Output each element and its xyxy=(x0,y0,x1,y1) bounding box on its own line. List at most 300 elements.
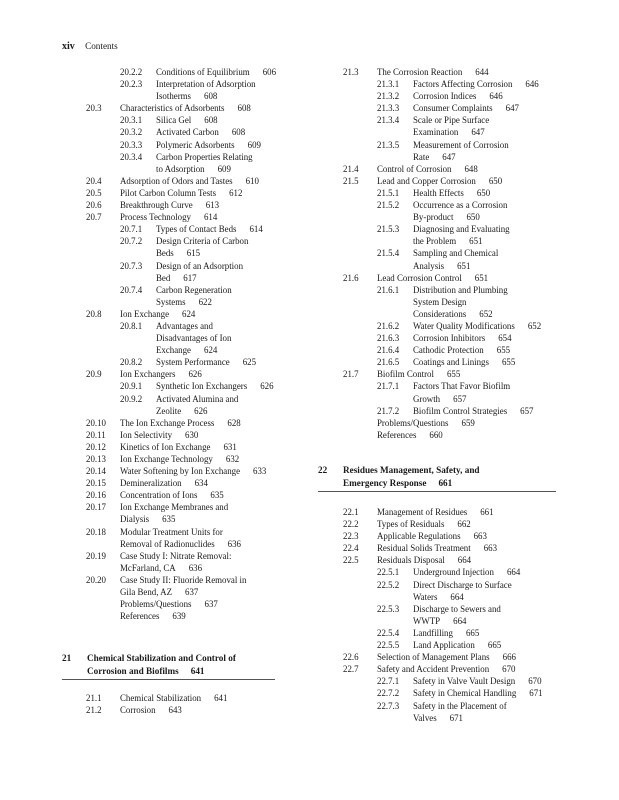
toc-entry[interactable] xyxy=(343,651,583,663)
toc-page-number: 608 xyxy=(237,103,251,114)
toc-page-number: 646 xyxy=(489,91,503,102)
toc-entry[interactable] xyxy=(343,344,583,356)
toc-entry-number: 20.8.1 xyxy=(120,320,143,331)
chapter-21-heading[interactable] xyxy=(62,652,292,677)
toc-entry-number: 20.10 xyxy=(86,417,106,428)
toc-entry[interactable] xyxy=(86,368,336,380)
toc-entry-title: Demineralization 634 xyxy=(120,478,208,489)
toc-entry-number: 21.6.4 xyxy=(377,345,400,356)
toc-page-number: 631 xyxy=(223,441,237,452)
toc-entry-number: 20.16 xyxy=(86,490,106,501)
toc-entry-title: Residuals Disposal 664 xyxy=(377,555,472,566)
toc-entry-title: Lead Corrosion Control 651 xyxy=(377,272,489,283)
toc-page-number: 637 xyxy=(185,587,199,598)
toc-entry-title: Ion Exchange Membranes and xyxy=(120,502,229,513)
toc-page-number: 647 xyxy=(471,127,485,138)
toc-entry-title: System Design xyxy=(413,296,467,307)
toc-entry[interactable] xyxy=(343,139,583,163)
toc-page-number: 657 xyxy=(453,393,467,404)
toc-entry-title: Design Criteria of Carbon xyxy=(156,236,249,247)
toc-entry-number: 20.2.2 xyxy=(120,67,143,77)
toc-entry[interactable] xyxy=(343,530,583,542)
toc-page-number: 609 xyxy=(217,163,231,174)
chapter-title-line: Corrosion and Biofilms 641 xyxy=(87,665,205,676)
toc-page-number: 615 xyxy=(186,248,201,259)
toc-entry[interactable] xyxy=(86,550,336,574)
toc-entry-title: Water Quality Modifications 652 xyxy=(413,320,542,331)
toc-entry[interactable] xyxy=(343,368,583,380)
toc-entry-number: 20.8 xyxy=(86,308,102,319)
toc-entry-title: Isotherms 608 xyxy=(156,91,218,102)
toc-page-number: 664 xyxy=(506,567,521,578)
toc-entry-title: Corrosion 643 xyxy=(120,705,182,716)
toc-entry-number: 20.6 xyxy=(86,200,102,211)
toc-entry-title: Growth 657 xyxy=(413,393,467,404)
toc-page-number: 650 xyxy=(488,175,503,186)
toc-entry-title: Types of Contact Beds 614 xyxy=(156,224,263,235)
toc-page-number: 626 xyxy=(194,405,208,416)
toc-page-number: 644 xyxy=(475,67,489,77)
toc-entry-title: Underground Injection 664 xyxy=(413,567,521,578)
toc-entry-title: McFarland, CA 636 xyxy=(120,562,203,573)
toc-entry-title: Case Study II: Fluoride Removal in xyxy=(120,574,247,585)
toc-entry-title: Factors That Favor Biofilm xyxy=(413,381,511,392)
toc-page-number: 641 xyxy=(214,693,228,703)
toc-entry[interactable] xyxy=(86,704,336,716)
chapter-title-line: Emergency Response 661 xyxy=(343,477,453,488)
toc-entry-title: Management of Residues 661 xyxy=(377,507,494,517)
toc-entry[interactable] xyxy=(343,687,583,699)
toc-entry[interactable] xyxy=(86,598,336,610)
toc-entry-number: 21.7.1 xyxy=(377,381,400,392)
toc-entry[interactable] xyxy=(86,151,336,175)
toc-entry-number: 22.7.1 xyxy=(377,676,400,687)
toc-entry[interactable] xyxy=(343,639,583,651)
toc-entry-number: 22.4 xyxy=(343,543,359,554)
toc-entry-title: Land Application 665 xyxy=(413,640,502,651)
chapter-number: 22 xyxy=(318,465,328,475)
toc-page-number: 612 xyxy=(229,187,243,198)
toc-entry[interactable] xyxy=(343,332,583,344)
toc-entry-title: Valves 671 xyxy=(413,712,463,723)
toc-entry[interactable] xyxy=(343,429,583,441)
toc-entry[interactable] xyxy=(86,284,336,308)
toc-page-number: 652 xyxy=(527,320,542,331)
toc-entry-number: 21.4 xyxy=(343,163,359,174)
toc-entry-number: 21.6 xyxy=(343,272,359,283)
toc-entry-number: 22.5.1 xyxy=(377,567,400,578)
toc-entry[interactable] xyxy=(86,187,336,199)
toc-entry-title: Ion Exchangers 626 xyxy=(120,369,202,380)
toc-entry-title: References 660 xyxy=(377,429,443,440)
toc-entry-title: Concentration of Ions 635 xyxy=(120,490,224,501)
toc-entry-number: 21.6.5 xyxy=(377,357,400,368)
toc-entry[interactable] xyxy=(343,579,583,603)
toc-entry-number: 21.1 xyxy=(86,693,102,703)
toc-entry-title: Ion Selectivity 630 xyxy=(120,429,199,440)
toc-entry[interactable] xyxy=(86,102,336,114)
toc-entry-title: Sampling and Chemical xyxy=(413,248,499,259)
toc-entry-title: Interpretation of Adsorption xyxy=(156,79,256,90)
toc-entry[interactable] xyxy=(86,692,336,704)
toc-entry-number: 20.5 xyxy=(86,187,102,198)
toc-entry-title: Control of Corrosion 648 xyxy=(377,163,478,174)
toc-entry-number: 20.20 xyxy=(86,574,106,585)
toc-entry-number: 21.6.2 xyxy=(377,320,400,331)
toc-entry[interactable] xyxy=(86,356,336,368)
toc-page-number: 661 xyxy=(480,507,494,517)
toc-entry[interactable] xyxy=(86,429,336,441)
toc-entry-title: Rate 647 xyxy=(413,151,456,162)
toc-entry-title: Health Effects 650 xyxy=(413,187,491,198)
toc-entry-title: Safety in the Placement of xyxy=(413,700,507,711)
toc-entry-number: 21.7 xyxy=(343,369,359,380)
header-page-number: xiv xyxy=(62,41,75,52)
toc-page-number: 632 xyxy=(225,454,240,464)
toc-entry[interactable] xyxy=(86,501,336,525)
toc-page-number: 650 xyxy=(476,187,491,198)
toc-entry[interactable] xyxy=(343,247,583,271)
toc-page-number: 609 xyxy=(247,139,261,150)
toc-entry[interactable] xyxy=(343,675,583,687)
toc-entry-title: Considerations 652 xyxy=(413,308,493,319)
toc-page-number: 652 xyxy=(479,308,493,319)
toc-entry-number: 20.7.3 xyxy=(120,260,143,271)
toc-entry[interactable] xyxy=(343,663,583,675)
toc-page-number: 646 xyxy=(525,79,539,90)
toc-entry-number: 21.3 xyxy=(343,67,359,77)
toc-page-number: 671 xyxy=(529,688,543,699)
toc-entry[interactable] xyxy=(86,477,336,489)
toc-entry-title: Distribution and Plumbing xyxy=(413,284,508,295)
toc-entry-title: Scale or Pipe Surface xyxy=(413,115,490,126)
toc-entry[interactable] xyxy=(86,380,336,392)
toc-entry[interactable] xyxy=(343,603,583,627)
toc-page-number: 660 xyxy=(429,429,443,440)
toc-page-number: 614 xyxy=(249,224,263,235)
toc-entry-title: Disadvantages of Ion xyxy=(156,333,232,344)
toc-entry-number: 22.5 xyxy=(343,555,359,566)
toc-page-number: 626 xyxy=(260,381,274,392)
toc-entry-number: 21.5.3 xyxy=(377,224,400,235)
toc-entry-number: 21.7.2 xyxy=(377,405,400,416)
toc-entry-title: Residual Solids Treatment 663 xyxy=(377,543,497,554)
toc-entry-title: Case Study I: Nitrate Removal: xyxy=(120,550,232,561)
toc-entry-title: Carbon Properties Relating xyxy=(156,151,253,162)
toc-entry[interactable] xyxy=(343,627,583,639)
toc-entry-number: 20.3.3 xyxy=(120,139,143,150)
chapter-title-line: Residues Management, Safety, and xyxy=(343,465,480,475)
left-toc-column xyxy=(86,66,336,622)
toc-page-number: 663 xyxy=(483,543,497,554)
toc-entry-number: 20.7 xyxy=(86,212,102,223)
toc-entry-title: Process Technology 614 xyxy=(120,212,218,223)
toc-entry[interactable] xyxy=(86,574,336,598)
toc-entry[interactable] xyxy=(343,187,583,199)
toc-page-number: 670 xyxy=(528,676,542,687)
toc-page-number: 648 xyxy=(464,163,478,174)
toc-entry[interactable] xyxy=(86,489,336,501)
chapter-title-line: Chemical Stabilization and Control of xyxy=(87,653,236,663)
toc-entry-title: The Corrosion Reaction 644 xyxy=(377,67,489,77)
toc-entry-number: 21.3.3 xyxy=(377,103,400,114)
chapter-21-entries xyxy=(86,692,336,716)
toc-entry-title: Design of an Adsorption xyxy=(156,260,244,271)
toc-page-number: 651 xyxy=(457,260,471,271)
toc-entry-number: 20.7.2 xyxy=(120,236,143,247)
toc-entry-number: 20.3.1 xyxy=(120,115,143,126)
toc-entry-number: 21.5.4 xyxy=(377,248,400,259)
toc-entry-number: 20.11 xyxy=(86,429,106,440)
toc-entry[interactable] xyxy=(86,441,336,453)
toc-entry-title: Pilot Carbon Column Tests 612 xyxy=(120,187,243,198)
toc-entry[interactable] xyxy=(86,465,336,477)
toc-entry-number: 20.15 xyxy=(86,478,106,489)
toc-entry-title: Safety in Chemical Handling 671 xyxy=(413,688,543,699)
toc-entry[interactable] xyxy=(343,66,583,78)
toc-entry-title: The Ion Exchange Process 628 xyxy=(120,417,241,428)
toc-entry-number: 22.5.4 xyxy=(377,627,400,638)
toc-entry-title: Breakthrough Curve 613 xyxy=(120,200,220,211)
running-header xyxy=(62,41,118,52)
toc-entry-number: 22.5.2 xyxy=(377,579,400,590)
toc-entry[interactable] xyxy=(343,114,583,138)
toc-entry-number: 21.6.1 xyxy=(377,284,400,295)
toc-entry-title: Synthetic Ion Exchangers 626 xyxy=(156,381,274,392)
toc-entry-title: Safety and Accident Prevention 670 xyxy=(377,664,516,675)
toc-page-number: 610 xyxy=(245,175,259,186)
toc-entry-number: 20.9.2 xyxy=(120,393,143,404)
header-title: Contents xyxy=(85,41,118,51)
chapter-number: 21 xyxy=(62,653,72,663)
toc-entry-title: Problems/Questions 637 xyxy=(120,599,218,610)
chapter-22-entries xyxy=(343,506,583,724)
toc-entry-title: Safety in Valve Vault Design 670 xyxy=(413,676,542,687)
toc-entry[interactable] xyxy=(86,308,336,320)
toc-entry-title: Characteristics of Adsorbents 608 xyxy=(120,103,251,114)
toc-entry-title: Examination 647 xyxy=(413,127,485,138)
toc-entry-title: System Performance 625 xyxy=(156,357,257,368)
toc-entry[interactable] xyxy=(343,78,583,90)
toc-page-number: 613 xyxy=(205,200,220,211)
toc-entry-title: Systems 622 xyxy=(156,296,212,307)
toc-entry-number: 20.3.2 xyxy=(120,127,143,138)
toc-entry-title: Problems/Questions 659 xyxy=(377,417,475,428)
toc-entry-title: Types of Residuals 662 xyxy=(377,519,471,530)
toc-entry[interactable] xyxy=(343,380,583,404)
toc-entry[interactable] xyxy=(86,66,336,78)
toc-entry-number: 22.7.3 xyxy=(377,700,400,711)
toc-entry[interactable] xyxy=(343,700,583,724)
toc-entry-title: Occurrence as a Corrosion xyxy=(413,200,508,211)
toc-entry-number: 20.7.1 xyxy=(120,224,143,235)
toc-page-number: 670 xyxy=(502,664,516,675)
toc-entry-title: References 639 xyxy=(120,611,186,622)
toc-page-number: 666 xyxy=(502,652,516,663)
toc-entry-title: Adsorption of Odors and Tastes 610 xyxy=(120,175,259,186)
toc-entry-number: 21.5.1 xyxy=(377,187,400,198)
toc-entry[interactable] xyxy=(86,175,336,187)
toc-entry-number: 20.13 xyxy=(86,454,106,464)
toc-entry-number: 20.2.3 xyxy=(120,79,143,90)
chapter-page-number: 641 xyxy=(190,665,205,676)
toc-page-number: 608 xyxy=(204,115,218,126)
toc-entry-title: the Problem 651 xyxy=(413,236,483,247)
toc-entry-number: 22.2 xyxy=(343,519,359,530)
toc-entry[interactable] xyxy=(86,526,336,550)
toc-entry-number: 21.2 xyxy=(86,705,102,716)
toc-entry-title: Corrosion Indices 646 xyxy=(413,91,503,102)
toc-entry-title: Beds 615 xyxy=(156,248,201,259)
toc-entry[interactable] xyxy=(343,417,583,429)
right-toc-column xyxy=(343,66,583,441)
toc-page-number: 633 xyxy=(253,466,267,477)
toc-entry[interactable] xyxy=(343,554,583,566)
toc-entry[interactable] xyxy=(86,114,336,126)
toc-page-number: 635 xyxy=(162,514,176,525)
toc-entry-number: 21.5 xyxy=(343,175,359,186)
toc-entry-title: Activated Alumina and xyxy=(156,393,239,404)
toc-entry[interactable] xyxy=(343,175,583,187)
toc-entry-title: Biofilm Control Strategies 657 xyxy=(413,405,534,416)
toc-entry-title: Cathodic Protection 655 xyxy=(413,345,511,356)
toc-page-number: 630 xyxy=(185,429,199,440)
chapter-title xyxy=(343,464,578,489)
toc-entry[interactable] xyxy=(86,78,336,102)
toc-entry-title: Coatings and Linings 655 xyxy=(413,357,516,368)
toc-entry[interactable] xyxy=(343,566,583,578)
toc-page-number: 606 xyxy=(262,67,276,77)
toc-entry[interactable] xyxy=(343,405,583,417)
toc-page-number: 608 xyxy=(204,91,218,102)
toc-entry[interactable] xyxy=(86,417,336,429)
toc-entry-title: Waters 664 xyxy=(413,591,464,602)
toc-page-number: 655 xyxy=(446,369,461,380)
toc-page-number: 647 xyxy=(505,103,519,114)
toc-entry[interactable] xyxy=(86,235,336,259)
toc-page-number: 664 xyxy=(457,555,472,566)
toc-page-number: 665 xyxy=(487,640,502,651)
toc-page-number: 663 xyxy=(473,531,487,542)
toc-entry-title: Chemical Stabilization 641 xyxy=(120,693,228,703)
toc-entry-number: 20.19 xyxy=(86,550,106,561)
toc-page-number: 624 xyxy=(182,308,196,319)
toc-entry-title: Water Softening by Ion Exchange 633 xyxy=(120,466,267,477)
toc-page-number: 622 xyxy=(198,296,212,307)
toc-entry[interactable] xyxy=(86,320,336,356)
toc-page-number: 664 xyxy=(450,591,464,602)
toc-entry[interactable] xyxy=(343,320,583,332)
toc-entry[interactable] xyxy=(343,102,583,114)
chapter-21-rule xyxy=(62,679,275,680)
toc-entry-title: to Adsorption 609 xyxy=(156,163,231,174)
toc-page-number: 657 xyxy=(520,405,534,416)
toc-entry[interactable] xyxy=(343,272,583,284)
toc-entry-number: 22.1 xyxy=(343,507,359,517)
toc-entry-number: 20.3.4 xyxy=(120,151,143,162)
toc-entry-title: Silica Gel 608 xyxy=(156,115,218,126)
toc-page-number: 664 xyxy=(453,615,467,626)
toc-page-number: 671 xyxy=(449,712,463,723)
toc-page-number: 651 xyxy=(474,272,489,283)
toc-entry[interactable] xyxy=(343,506,583,518)
toc-page-number: 665 xyxy=(465,627,480,638)
toc-page-number: 608 xyxy=(231,127,246,138)
toc-entry[interactable] xyxy=(86,453,336,465)
toc-entry-title: Consumer Complaints 647 xyxy=(413,103,519,114)
toc-entry-number: 20.14 xyxy=(86,466,106,477)
toc-entry-number: 22.6 xyxy=(343,652,359,663)
toc-page-number: 650 xyxy=(466,212,480,223)
toc-page-number: 651 xyxy=(469,236,483,247)
toc-page-number: 628 xyxy=(227,417,241,428)
toc-entry[interactable] xyxy=(86,139,336,151)
toc-entry[interactable] xyxy=(86,260,336,284)
toc-entry-title: Carbon Regeneration xyxy=(156,284,232,295)
toc-entry-title: Discharge to Sewers and xyxy=(413,603,501,614)
chapter-page-number: 661 xyxy=(438,477,453,488)
toc-page-number: 635 xyxy=(210,490,224,501)
toc-entry-number: 20.8.2 xyxy=(120,357,143,368)
toc-page-number: 626 xyxy=(188,369,202,380)
toc-page-number: 624 xyxy=(204,345,218,356)
toc-entry-title: Bed 617 xyxy=(156,272,197,283)
toc-entry-number: 22.5.3 xyxy=(377,603,400,614)
toc-entry[interactable] xyxy=(86,610,336,622)
chapter-title xyxy=(87,652,292,677)
toc-entry-number: 20.9 xyxy=(86,369,102,380)
toc-page-number: 639 xyxy=(172,611,186,622)
toc-entry-title: Biofilm Control 655 xyxy=(377,369,461,380)
toc-entry-title: Kinetics of Ion Exchange 631 xyxy=(120,441,237,452)
toc-entry[interactable] xyxy=(343,223,583,247)
toc-page-number: 659 xyxy=(461,417,475,428)
toc-entry-title: By-product 650 xyxy=(413,212,480,223)
toc-entry-number: 22.7 xyxy=(343,664,359,675)
toc-entry-title: Conditions of Equilibrium 606 xyxy=(156,67,276,77)
toc-entry-title: Activated Carbon 608 xyxy=(156,127,246,138)
toc-page-number: 637 xyxy=(204,599,218,610)
toc-entry[interactable] xyxy=(343,284,583,320)
toc-entry[interactable] xyxy=(343,163,583,175)
toc-entry[interactable] xyxy=(86,211,336,223)
toc-entry[interactable] xyxy=(343,518,583,530)
toc-page-number: 655 xyxy=(501,357,516,368)
toc-entry[interactable] xyxy=(86,126,336,138)
toc-entry[interactable] xyxy=(343,90,583,102)
toc-entry-number: 21.3.2 xyxy=(377,91,400,102)
toc-page-number: 647 xyxy=(442,151,456,162)
toc-entry[interactable] xyxy=(343,199,583,223)
toc-entry-number: 22.3 xyxy=(343,531,359,542)
toc-entry[interactable] xyxy=(86,393,336,417)
toc-entry-title: Analysis 651 xyxy=(413,260,471,271)
toc-entry-number: 21.5.2 xyxy=(377,200,400,211)
toc-entry-number: 22.5.5 xyxy=(377,640,400,651)
chapter-22-heading[interactable] xyxy=(318,464,578,489)
toc-entry[interactable] xyxy=(86,199,336,211)
toc-entry-title: Dialysis 635 xyxy=(120,514,176,525)
toc-entry-number: 20.3 xyxy=(86,103,102,114)
toc-entry-title: Advantages and xyxy=(156,320,213,331)
toc-entry-title: Lead and Copper Corrosion 650 xyxy=(377,175,503,186)
toc-entry-number: 20.4 xyxy=(86,175,102,186)
toc-entry[interactable] xyxy=(343,356,583,368)
toc-entry[interactable] xyxy=(343,542,583,554)
toc-page-number: 643 xyxy=(168,705,182,716)
toc-entry[interactable] xyxy=(86,223,336,235)
toc-entry-title: Diagnosing and Evaluating xyxy=(413,224,510,235)
